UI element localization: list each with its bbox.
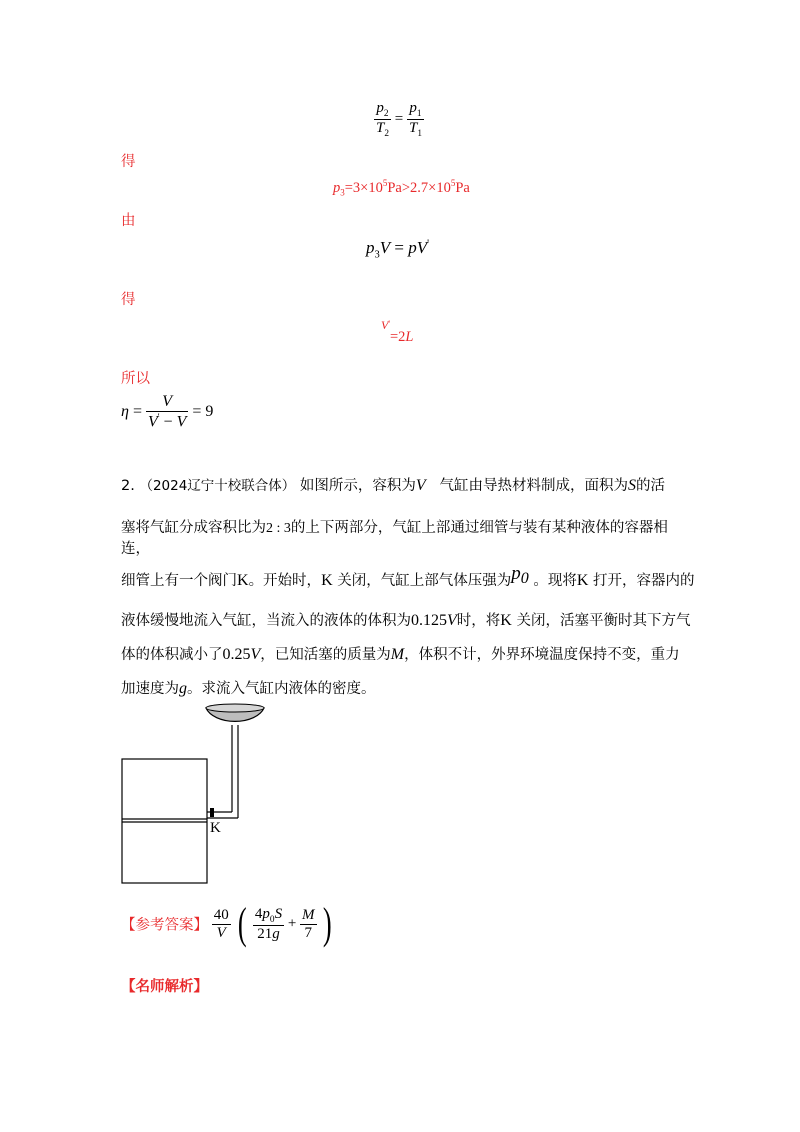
label-de-1: 得 — [121, 154, 136, 170]
question-line-6: 加速度为g。求流入气缸内液体的密度。 — [121, 680, 376, 697]
question-line-2: 塞将气缸分成容积比为2 : 3的上下两部分，气缸上部通过细管与装有某种液体的容器相连， — [121, 520, 668, 557]
label-suoyi: 所以 — [121, 371, 150, 387]
equation-v-prime: $^{V'}$=2L — [381, 318, 414, 345]
analysis-label: 【名师解析】 — [121, 979, 208, 995]
equation-boyle: $p_3V = pV'$ — [366, 238, 430, 261]
valve-label: K — [210, 820, 221, 836]
label-de-2: 得 — [121, 292, 136, 308]
question-line-3: 细管上有一个阀门K。开始时，K 关闭，气缸上部气体压强为$p_0$ 。现将K 打开，容器内的 — [121, 563, 695, 589]
gas-cylinder — [122, 759, 207, 883]
container-rim — [206, 704, 264, 712]
cylinder-diagram — [110, 698, 280, 888]
reference-answer: 【参考答案】 $\frac{40}{V}$ ( $\frac{4p_0S}{21g}$ + $\frac{M}{7}$ ) — [121, 899, 333, 948]
question-line-5: 体的体积减小了0.25V，已知活塞的质量为M，体积不计，外界环境温度保持不变，重力 — [121, 646, 680, 663]
equation-eta: η = $\frac{V}{V' - V}$ = 9 — [121, 393, 214, 431]
equation-gay-lussac: $\frac{p_2}{T_2}$ = $\frac{p_1}{T_1}$ — [376, 100, 422, 139]
question-line-1: 2. （2024辽宁十校联合体） 如图所示，容积为V 气缸由导热材料制成，面积为S的活 — [121, 477, 666, 494]
valve-k — [210, 808, 214, 817]
question-line-4: 液体缓慢地流入气缸，当流入的液体的体积为0.125V时，将K 关闭，活塞平衡时其下方气 — [121, 612, 691, 629]
equation-p3-result: $p_3=3\times 10^5Pa>2.7\times 10^5Pa$ — [333, 178, 470, 198]
label-you: 由 — [121, 213, 136, 229]
